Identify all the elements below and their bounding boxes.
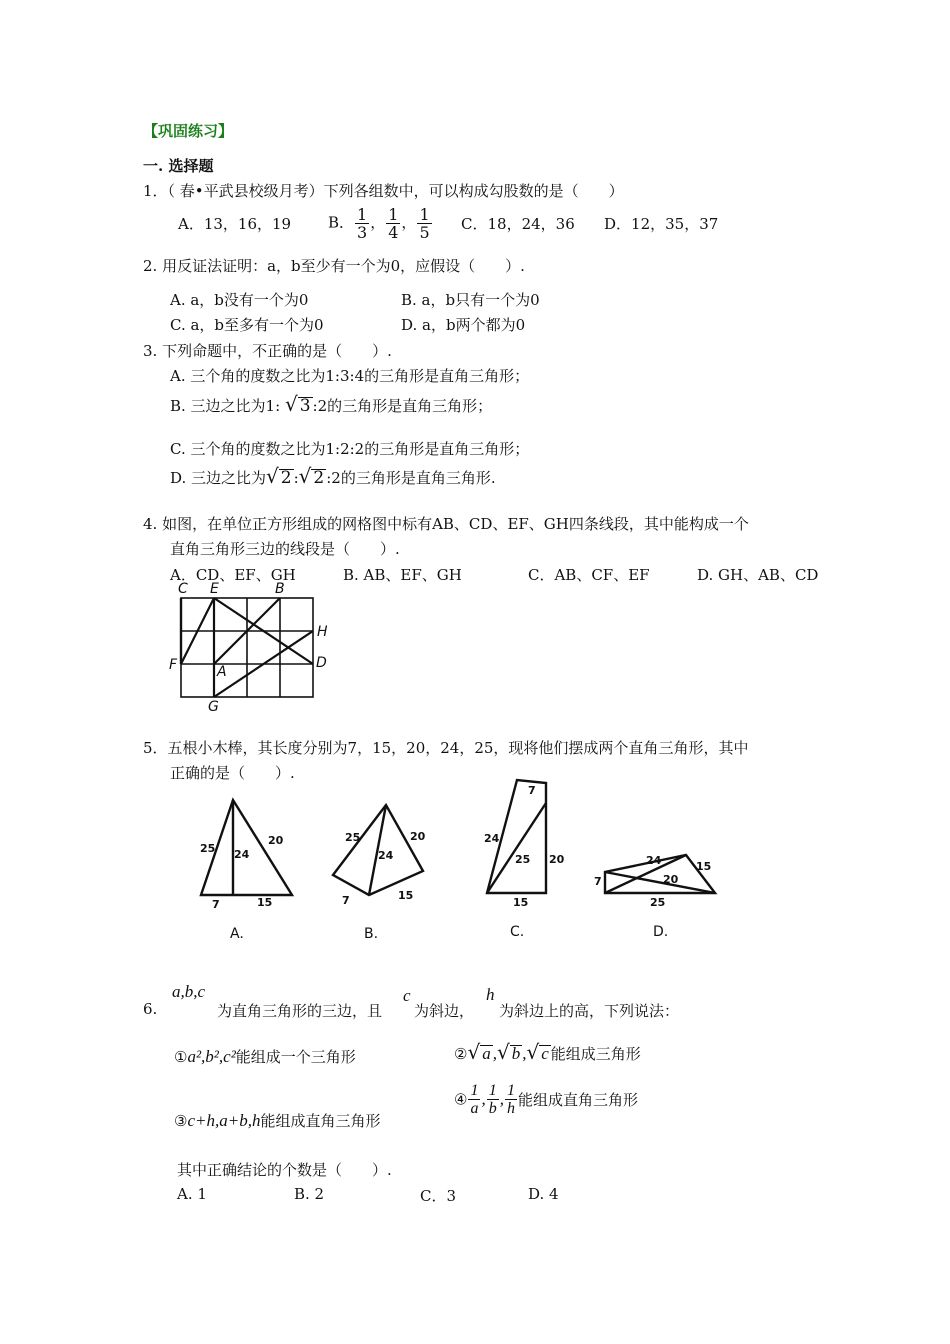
q6-option-d: D. 4 — [528, 1185, 559, 1203]
q6-s3-math: c+h,a+b,h — [187, 1111, 261, 1130]
q1-option-c: C．18，24，36 — [461, 215, 575, 233]
fig-a-num-15: 15 — [257, 896, 273, 909]
q1-option-b — [328, 206, 433, 241]
q6-statement-3 — [174, 1110, 380, 1131]
fig-c-num-7: 7 — [528, 784, 536, 797]
fig-c-num-20: 20 — [549, 853, 565, 866]
q6-frac-h: $\frac{1}{h}$ — [506, 1082, 515, 1117]
q1-option-d: D．12，35，37 — [604, 215, 719, 233]
fig-a-num-20: 20 — [268, 834, 284, 847]
circled-4-icon: ④ — [454, 1090, 468, 1109]
q2-option-d: D. a，b两个都为0 — [401, 316, 526, 334]
q5-stem-line-1: 5．五根小木棒，其长度分别为7，15，20，24，25，现将他们摆成两个直角三角形，其中 — [143, 739, 749, 757]
fig-c-num-25: 25 — [515, 853, 531, 866]
q2-option-b: B. a，b只有一个为0 — [401, 291, 540, 309]
fig-d-num-20: 20 — [663, 873, 679, 886]
q3-stem: 3. 下列命题中，不正确的是（ ）. — [143, 342, 392, 360]
fig-d-num-25: 25 — [650, 896, 666, 909]
fig-d-num-15: 15 — [696, 860, 712, 873]
q6-abc: a,b,c — [172, 982, 206, 1001]
q1-frac-1: $\frac{1}{3}$ — [357, 205, 368, 242]
q3-d-radicand-2: 2 — [313, 468, 325, 488]
label-h: H — [317, 624, 328, 640]
circled-1-icon: ① — [174, 1048, 188, 1066]
q6-frac-b: $\frac{1}{b}$ — [488, 1082, 497, 1117]
q1-frac-2: $\frac{1}{4}$ — [388, 205, 399, 242]
sqrt-icon: √ — [298, 464, 312, 488]
q6-s3-text: 能组成直角三角形 — [260, 1112, 381, 1130]
q4-option-c: C．AB、CF、EF — [528, 566, 650, 584]
q4-option-d: D. GH、AB、CD — [697, 566, 819, 584]
q6-text-1: 为直角三角形的三边，且 — [217, 1002, 383, 1020]
q1-sep: ， — [401, 213, 417, 232]
circled-3-icon: ③ — [174, 1112, 188, 1130]
sqrt-icon: √ — [526, 1040, 540, 1064]
label-g: G — [208, 699, 219, 715]
q6-s2-text: 能组成三角形 — [550, 1045, 641, 1063]
q2-option-a: A. a，b没有一个为0 — [170, 291, 309, 309]
label-c: C — [178, 581, 188, 597]
q6-option-b: B. 2 — [294, 1185, 325, 1203]
q5-figures — [180, 775, 740, 950]
fig-a-label: A. — [230, 926, 244, 942]
fig-c-label: C. — [510, 924, 525, 940]
fig-b-num-7: 7 — [342, 894, 350, 907]
q3-b-pre: B. 三边之比为1: — [170, 397, 281, 415]
q1-frac-3: $\frac{1}{5}$ — [419, 205, 430, 242]
q4-option-a: A．CD、EF、GH — [170, 566, 296, 584]
q1-sep: ， — [370, 213, 386, 232]
part-title: 一. 选择题 — [143, 157, 214, 175]
q3-d-pre: D. 三边之比为 — [170, 469, 267, 487]
circled-2-icon: ② — [454, 1045, 468, 1063]
fig-b-label: B. — [364, 926, 379, 942]
sqrt-icon: √ — [266, 464, 279, 488]
fig-a-num-7: 7 — [212, 898, 220, 911]
fig-b-num-20: 20 — [410, 830, 426, 843]
q3-d-radicand-1: 2 — [280, 468, 292, 488]
q3-option-b — [170, 392, 492, 416]
q6-rad-a: a — [482, 1044, 491, 1063]
label-a: A — [217, 664, 227, 680]
q2-option-c: C. a，b至多有一个为0 — [170, 316, 324, 334]
q6-number: 6. — [143, 1000, 158, 1018]
q6-frac-a: $\frac{1}{a}$ — [470, 1082, 479, 1117]
fig-b-num-24: 24 — [378, 849, 394, 862]
q6-statement-1 — [174, 1046, 356, 1067]
fig-a-num-25: 25 — [200, 842, 216, 855]
q3-option-a: A. 三个角的度数之比为1:3:4的三角形是直角三角形； — [170, 367, 530, 385]
q3-b-radicand: 3 — [299, 396, 311, 416]
sqrt-icon: √ — [467, 1040, 481, 1064]
label-e: E — [210, 581, 219, 597]
q1-stem: 1．（ 春•平武县校级月考）下列各组数中，可以构成勾股数的是（ ） — [143, 182, 624, 200]
label-b: B — [275, 581, 285, 597]
fig-b-num-25: 25 — [345, 831, 361, 844]
q4-grid-figure — [160, 578, 340, 718]
q6-text-3: 为斜边上的高，下列说法： — [499, 1002, 680, 1020]
fig-c-num-15: 15 — [513, 896, 529, 909]
label-d: D — [316, 655, 327, 671]
q1-b-prefix: B． — [328, 213, 355, 232]
q6-s1-text: 能组成一个三角形 — [235, 1048, 356, 1066]
q6-statement-2: ②√ a ,√ b ,√ c 能组成三角形 — [454, 1040, 641, 1064]
sqrt-icon: √ — [284, 392, 298, 416]
sqrt-icon: √ — [496, 1040, 510, 1064]
q4-stem-line-1: 4. 如图，在单位正方形组成的网格图中标有AB、CD、EF、GH四条线段，其中能构成一个 — [143, 515, 749, 533]
section-title: 【巩固练习】 — [143, 122, 234, 140]
q6-option-a: A. 1 — [177, 1185, 207, 1203]
q6-s1-math: a²,b²,c² — [187, 1047, 236, 1066]
fig-d-num-24: 24 — [646, 854, 662, 867]
q1-option-a: A．13，16，19 — [178, 215, 292, 233]
q6-rad-c: c — [541, 1044, 549, 1063]
q3-option-c: C. 三个角的度数之比为1:2:2的三角形是直角三角形； — [170, 440, 530, 458]
q6-c: c — [403, 986, 411, 1005]
q4-option-b: B. AB、EF、GH — [343, 566, 462, 584]
q6-text-2: 为斜边， — [414, 1002, 475, 1020]
q6-question: 其中正确结论的个数是（ ）. — [177, 1161, 392, 1179]
q6-s4-text: 能组成直角三角形 — [517, 1091, 638, 1109]
fig-d-label: D. — [653, 924, 669, 940]
q3-b-post: :2的三角形是直角三角形； — [312, 397, 493, 415]
q3-d-mid: : — [293, 469, 299, 487]
fig-a-num-24: 24 — [234, 848, 250, 861]
q6-statement-4: ④ $\frac{1}{a}$ , $\frac{1}{b}$ , $\frac{1}{h}$ 能组成直角三角形 — [454, 1082, 638, 1117]
q5-stem-line-2: 正确的是（ ）. — [170, 764, 295, 782]
q3-option-d — [170, 464, 496, 488]
fig-c-num-24: 24 — [484, 832, 500, 845]
q6-option-c: C．3 — [420, 1187, 457, 1205]
label-f: F — [169, 657, 178, 673]
q6-rad-b: b — [511, 1044, 521, 1063]
fig-b-num-15: 15 — [398, 889, 414, 902]
q6-h: h — [486, 985, 495, 1004]
q2-stem: 2. 用反证法证明：a，b至少有一个为0，应假设（ ）. — [143, 257, 525, 275]
q3-d-post: :2的三角形是直角三角形. — [326, 469, 496, 487]
q4-stem-line-2: 直角三角形三边的线段是（ ）. — [170, 540, 400, 558]
fig-d-num-7: 7 — [594, 875, 602, 888]
